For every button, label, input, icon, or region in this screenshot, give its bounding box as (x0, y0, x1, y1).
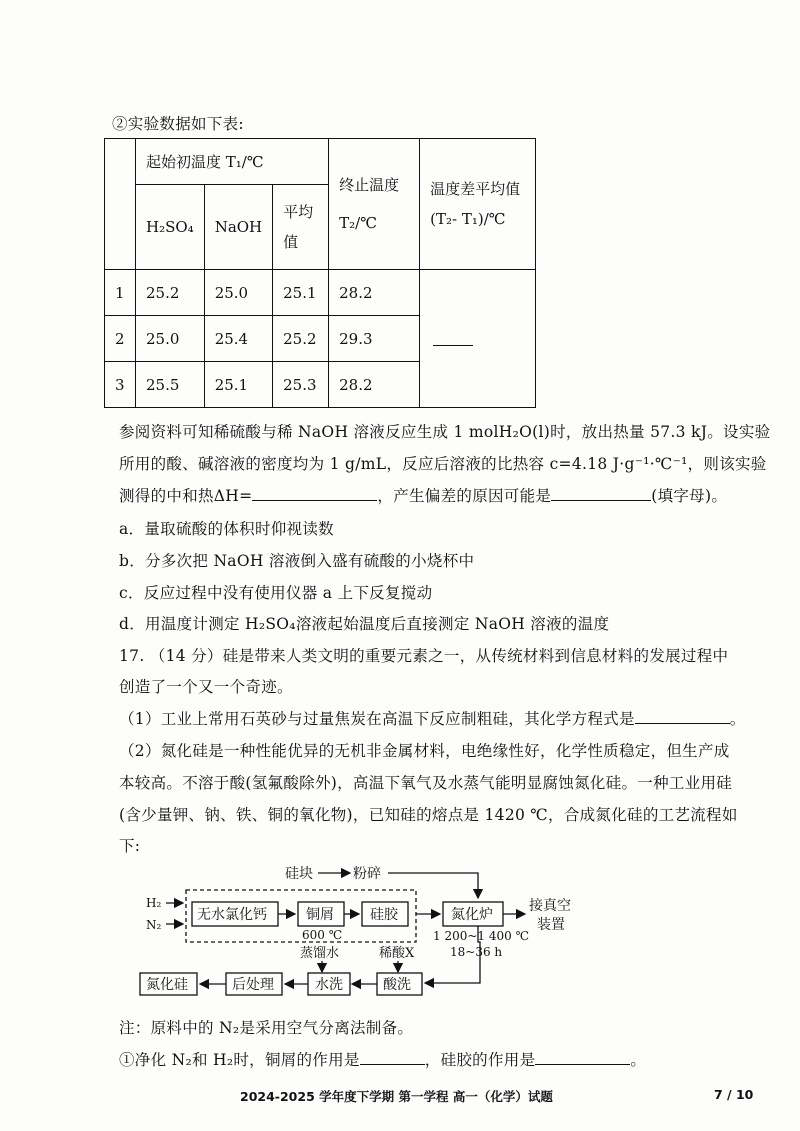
q17-part1-text: （1）工业上常用石英砂与过量焦炭在高温下反应制粗硅，其化学方程式是 (119, 710, 635, 728)
avg-col-header: 平均值 (273, 185, 329, 270)
para-line-2: 所用的酸、碱溶液的密度均为 1 g/mL，反应后溶液的比热容 c=4.18 J·g⁻¹·℃⁻¹，则该实验 (119, 455, 767, 473)
h2-label: H₂ (146, 896, 162, 910)
fill-letter-hint: (填字母)。 (651, 487, 728, 505)
si-block-label: 硅块 (285, 866, 313, 882)
h2so4-col-header: H₂SO₄ (136, 185, 205, 270)
h2so4-temp: 25.5 (136, 362, 205, 408)
equation-answer-blank[interactable] (635, 709, 730, 724)
vacuum-label-1: 接真空 (529, 898, 571, 914)
q17-part2-sub1 (119, 1048, 646, 1070)
sentence-end: 。 (630, 1051, 647, 1069)
row-number: 2 (105, 316, 136, 362)
n2-label: N₂ (146, 918, 162, 932)
water-wash-label: 水洗 (315, 977, 343, 993)
final-temp-header: 终止温度T₂/℃ (329, 139, 420, 270)
cu-temp: 600 ℃ (302, 928, 343, 942)
dh-label: 测得的中和热ΔH= (119, 487, 253, 505)
option-a: a．量取硫酸的体积时仰视读数 (119, 520, 334, 538)
data-table (104, 138, 536, 408)
final-temp: 28.2 (329, 270, 420, 316)
cu-label: 铜屑 (306, 907, 334, 923)
row-number: 1 (105, 270, 136, 316)
footer-title: 2024-2025 学年度下学期 第一学程 高一（化学）试题 (240, 1089, 553, 1104)
q17-part2-line-4: 下: (119, 837, 141, 855)
naoh-temp: 25.1 (204, 362, 272, 408)
initial-temp-header: 起始初温度 T₁/℃ (136, 139, 329, 185)
acid-wash-label: 酸洗 (383, 977, 411, 993)
cause-label: ，产生偏差的原因可能是 (377, 487, 552, 505)
para-line-3 (119, 484, 727, 506)
q17-part2-line-1: （2）氮化硅是一种性能优异的无机非金属材料，电绝缘性好，化学性质稳定，但生产成 (119, 742, 730, 760)
h2so4-temp: 25.0 (136, 316, 205, 362)
gel-role-label: ，硅胶的作用是 (424, 1051, 536, 1069)
option-c: c．反应过程中没有使用仪器 a 上下反复搅动 (119, 584, 433, 602)
q17-part1 (119, 707, 746, 729)
naoh-temp: 25.0 (204, 270, 272, 316)
distilled-water-label: 蒸馏水 (300, 946, 340, 961)
vacuum-label-2: 装置 (537, 917, 565, 933)
post-treatment-label: 后处理 (232, 977, 274, 993)
q17-part1-end: 。 (729, 710, 746, 728)
row-number: 3 (105, 362, 136, 408)
section-intro: ②实验数据如下表: (112, 115, 244, 133)
crush-label: 粉碎 (353, 866, 381, 882)
para-line-1: 参阅资料可知稀硫酸与稀 NaOH 溶液反应生成 1 molH₂O(l)时，放出热量 57.3 kJ。设实验 (119, 423, 771, 441)
temp-diff-header: 温度差平均值(T₂- T₁)/℃ (420, 139, 536, 270)
furnace-temp: 1 200~1 400 ℃ (433, 929, 529, 943)
final-temp: 28.2 (329, 362, 420, 408)
naoh-col-header: NaOH (204, 185, 272, 270)
furnace-time: 18~36 h (450, 945, 503, 959)
silica-gel-label: 硅胶 (370, 907, 398, 923)
product-label: 氮化硅 (146, 977, 188, 993)
q17-part2-line-2: 本较高。不溶于酸(氢氟酸除外)，高温下氧气及水蒸气能明显腐蚀氮化硅。一种工业用硅 (119, 774, 733, 792)
avg-temp: 25.2 (273, 316, 329, 362)
furnace-label: 氮化炉 (451, 907, 493, 923)
page-number: 7 / 10 (714, 1087, 754, 1102)
gel-role-answer-blank[interactable] (535, 1050, 630, 1065)
option-b: b．分多次把 NaOH 溶液倒入盛有硫酸的小烧杯中 (119, 552, 475, 570)
arrow (388, 873, 478, 898)
q17-part2-line-3: (含少量钾、钠、铁、铜的氧化物)，已知硅的熔点是 1420 ℃，合成氮化硅的工艺流程如 (119, 806, 738, 824)
cu-role-label: ①净化 N₂和 H₂时，铜屑的作用是 (119, 1051, 360, 1069)
avg-temp: 25.1 (273, 270, 329, 316)
process-flow-diagram (130, 860, 630, 1010)
q17-line-1: 17. （14 分）硅是带来人类文明的重要元素之一，从传统材料到信息材料的发展过程中 (119, 647, 729, 665)
dh-answer-blank[interactable] (252, 486, 377, 501)
naoh-temp: 25.4 (204, 316, 272, 362)
temp-diff-answer-cell[interactable] (420, 270, 536, 408)
final-temp: 29.3 (329, 316, 420, 362)
note-line: 注：原料中的 N₂是采用空气分离法制备。 (119, 1019, 414, 1037)
cacl2-label: 无水氯化钙 (197, 907, 267, 923)
table-row (105, 270, 536, 316)
option-d: d．用温度计测定 H₂SO₄溶液起始温度后直接测定 NaOH 溶液的温度 (119, 615, 610, 633)
h2so4-temp: 25.2 (136, 270, 205, 316)
row-num-header (105, 139, 136, 270)
dilute-acid-label: 稀酸X (379, 946, 415, 961)
cause-answer-blank[interactable] (551, 486, 651, 501)
avg-temp: 25.3 (273, 362, 329, 408)
q17-line-2: 创造了一个又一个奇迹。 (119, 678, 293, 696)
cu-role-answer-blank[interactable] (360, 1050, 425, 1065)
